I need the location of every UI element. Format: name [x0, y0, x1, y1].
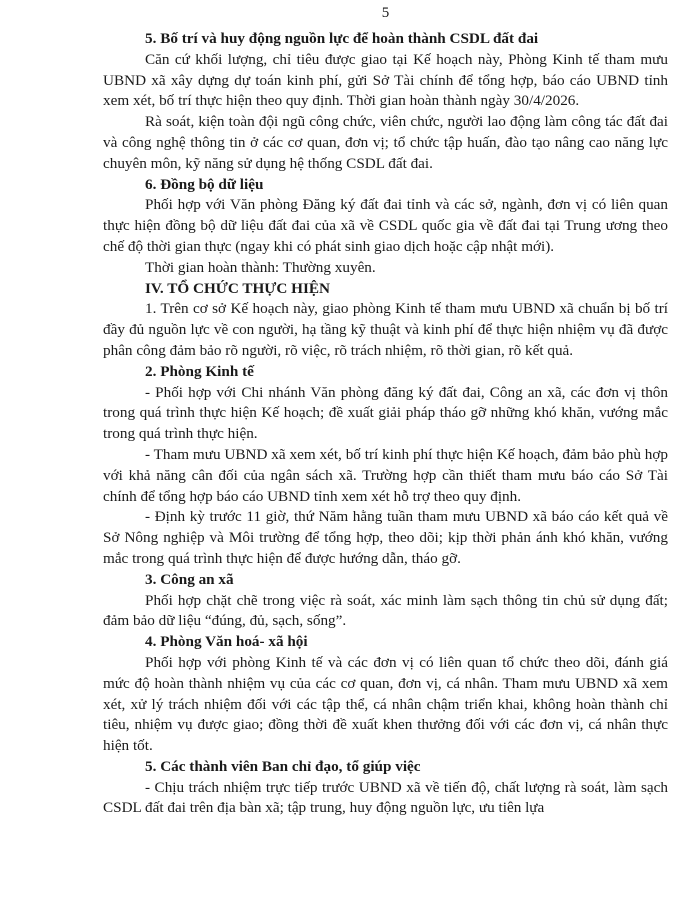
document-page: [103, 0, 668, 819]
paragraph: - Tham mưu UBND xã xem xét, bố trí kinh phí thực hiện Kế hoạch, đảm bảo phù hợp với khả năng cân đối của ngân sách xã. Trường hợp cần thiết tham mưu báo cáo Sở Tài chính để tổng hợp báo cáo UBND tỉnh xem xét hỗ trợ theo quy định.: [103, 445, 668, 505]
section-heading: 5. Bố trí và huy động nguồn lực để hoàn thành CSDL đất đai: [145, 30, 539, 47]
section-heading: 5. Các thành viên Ban chỉ đạo, tổ giúp việc: [145, 757, 421, 775]
paragraph: - Phối hợp với Chi nhánh Văn phòng đăng ký đất đai, Công an xã, các đơn vị thôn trong quá trình thực hiện Kế hoạch; đề xuất giải pháp tháo gỡ những khó khăn, vướng mắc trong quá trình thực hiện.: [103, 383, 668, 443]
paragraph: Phối hợp với phòng Kinh tế và các đơn vị có liên quan tổ chức theo dõi, đánh giá mức độ hoàn thành nhiệm vụ của các cơ quan, đơn vị, cá nhân. Tham mưu UBND xã xem xét, xử lý trách nhiệm đối với các tập thể, cá nhân chậm triển khai, không hoàn thành chỉ tiêu, nhiệm vụ được giao; đồng thời đề xuất khen thưởng đối với các đơn vị, cá nhân thực hiện tốt.: [103, 653, 668, 755]
paragraph: Thời gian hoàn thành: Thường xuyên.: [145, 258, 376, 276]
paragraph: - Chịu trách nhiệm trực tiếp trước UBND xã về tiến độ, chất lượng rà soát, làm sạch CSDL đất đai trên địa bàn xã; tập trung, huy động nguồn lực, ưu tiên lựa: [103, 778, 668, 817]
paragraph: Rà soát, kiện toàn đội ngũ công chức, viên chức, người lao động làm công tác đất đai và công nghệ thông tin ở các cơ quan, đơn vị; tổ chức tập huấn, đào tạo nâng cao năng lực chuyên môn, kỹ năng sử dụng hệ thống CSDL đất đai.: [103, 113, 668, 172]
paragraph: Căn cứ khối lượng, chỉ tiêu được giao tại Kế hoạch này, Phòng Kinh tế tham mưu UBND xã xây dựng dự toán kinh phí, gửi Sở Tài chính để tổng hợp, báo cáo UBND tỉnh xem xét, bố trí thực hiện theo quy định. Thời gian hoàn thành ngày 30/4/2026.: [103, 50, 668, 110]
paragraph: 1. Trên cơ sở Kế hoạch này, giao phòng Kinh tế tham mưu UBND xã chuẩn bị bố trí đầy đủ nguồn lực về con người, hạ tầng kỹ thuật và kinh phí để thực hiện nhiệm vụ đã được phân công đảm bảo rõ người, rõ việc, rõ trách nhiệm, rõ thời gian, rõ kết quả.: [103, 300, 668, 359]
page-number: 5: [381, 5, 390, 21]
section-heading: 3. Công an xã: [145, 570, 234, 588]
document-body: [103, 29, 668, 819]
paragraph: - Định kỳ trước 11 giờ, thứ Năm hằng tuần tham mưu UBND xã báo cáo kết quả về Sở Nông nghiệp và Môi trường để tổng hợp, theo dõi; kịp thời phản ánh khó khăn, vướng mắc trong quá trình thực hiện để được hướng dẫn, tháo gỡ.: [103, 508, 668, 567]
section-heading: 2. Phòng Kinh tế: [145, 362, 254, 380]
paragraph: Phối hợp chặt chẽ trong việc rà soát, xác minh làm sạch thông tin chủ sử dụng đất; đảm bảo dữ liệu “đúng, đủ, sạch, sống”.: [103, 591, 668, 630]
paragraph: Phối hợp với Văn phòng Đăng ký đất đai tỉnh và các sở, ngành, đơn vị có liên quan thực hiện đồng bộ dữ liệu đất đai của xã về CSDL quốc gia về đất đai tại Trung ương theo chế độ thời gian thực (ngay khi có phát sinh giao dịch hoặc cập nhật mới).: [103, 196, 668, 255]
chapter-heading: IV. TỔ CHỨC THỰC HIỆN: [145, 279, 330, 297]
section-heading: 4. Phòng Văn hoá- xã hội: [145, 633, 308, 651]
section-heading: 6. Đồng bộ dữ liệu: [145, 175, 264, 193]
